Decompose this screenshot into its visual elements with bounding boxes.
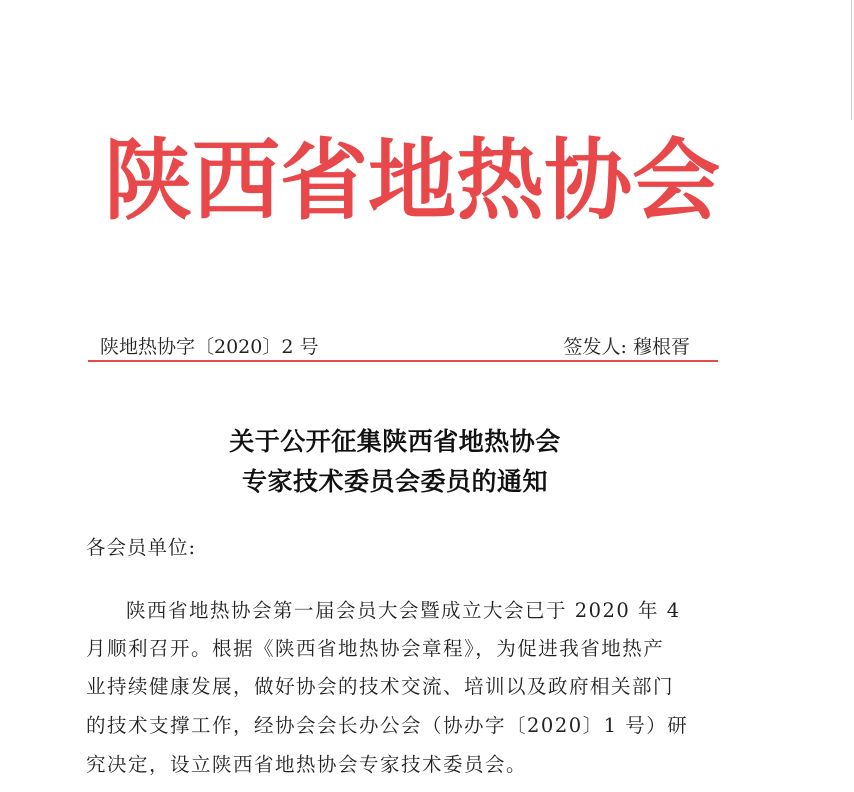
document-number: 陕地热协字〔2020〕2 号: [100, 336, 319, 358]
document-title-line-2: 专家技术委员会委员的通知: [241, 467, 548, 496]
paragraph-line: 陕西省地热协会第一届会员大会暨成立大会已于 2020 年 4: [126, 599, 681, 622]
paragraph-line: 究决定，设立陕西省地热协会专家技术委员会。: [86, 753, 528, 776]
page-edge-line: [851, 0, 852, 120]
masthead-char: 陕: [104, 128, 193, 232]
signer: 签发人: 穆根胥: [563, 336, 690, 358]
masthead-char: 会: [632, 128, 721, 232]
masthead-title: [104, 128, 721, 232]
masthead-char: 西: [192, 128, 281, 232]
red-divider: [88, 360, 718, 362]
paragraph-line: 的技术支撑工作，经协会会长办公会（协办字〔2020〕1 号）研: [86, 714, 689, 737]
paragraph-line: 月顺利召开。根据《陕西省地热协会章程》，为促进我省地热产: [86, 637, 665, 660]
masthead-char: 地: [368, 128, 457, 232]
paragraph-line: 业持续健康发展，做好协会的技术交流、培训以及政府相关部门: [86, 675, 675, 698]
masthead-char: 热: [456, 128, 545, 232]
masthead-char: 省: [280, 128, 369, 232]
salutation: 各会员单位:: [86, 536, 197, 559]
masthead-char: 协: [544, 128, 633, 232]
document-title-line-1: 关于公开征集陕西省地热协会: [229, 427, 561, 456]
